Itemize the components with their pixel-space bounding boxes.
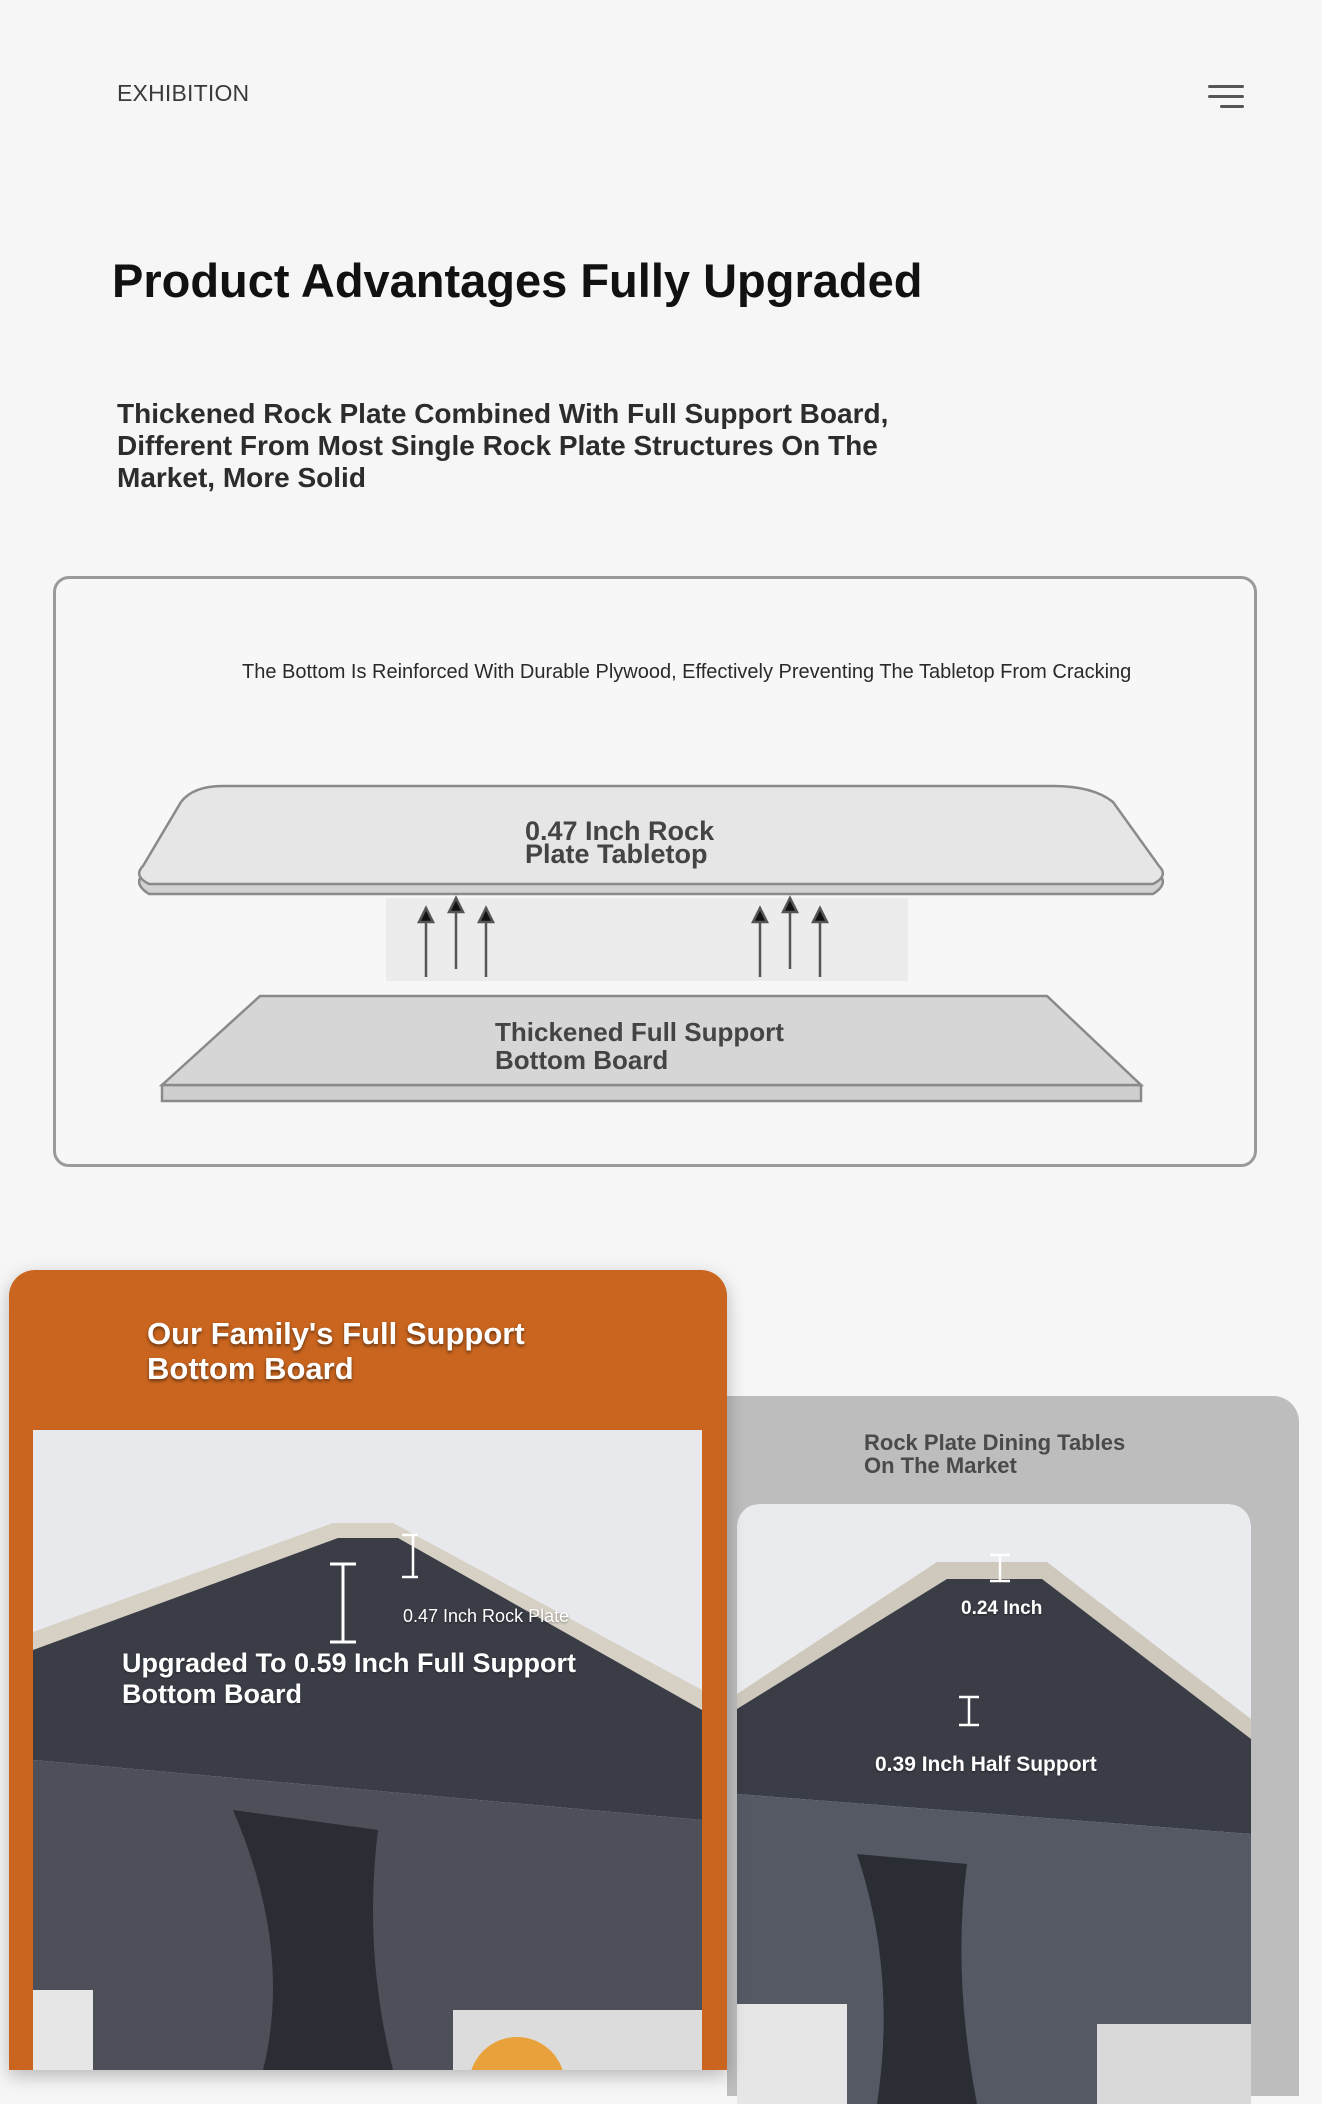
our-table-photo	[33, 1430, 702, 2070]
our-support-label: Upgraded To 0.59 Inch Full Support Bottom Board	[122, 1648, 577, 1709]
thickness-marker-icon	[328, 1562, 358, 1644]
market-table-title: Rock Plate Dining Tables On The Market	[864, 1430, 1126, 1478]
layer-diagram	[53, 576, 1257, 1167]
market-rock-plate-label: 0.24 Inch	[961, 1598, 1043, 1619]
top-layer-label: 0.47 Inch Rock Plate Tabletop	[525, 816, 715, 869]
market-table-photo	[737, 1504, 1251, 2104]
thickness-marker-icon	[398, 1533, 428, 1579]
page-title: Product Advantages Fully Upgraded	[112, 254, 923, 307]
our-rock-plate-label: 0.47 Inch Rock Plate	[403, 1606, 570, 1626]
diagram-note: The Bottom Is Reinforced With Durable Plywood, Effectively Preventing The Tabletop From Cracking	[242, 661, 1132, 683]
market-support-label: 0.39 Inch Half Support	[875, 1753, 1097, 1776]
thickness-marker-icon	[985, 1553, 1015, 1583]
brand-logo[interactable]: EXHIBITION	[117, 80, 250, 106]
page-subtitle: Thickened Rock Plate Combined With Full Support Board, Different From Most Single Rock Plate Structures On The Market, More Solid	[117, 398, 889, 493]
our-table-title: Our Family's Full Support Bottom Board	[147, 1316, 525, 1386]
thickness-marker-icon	[954, 1695, 984, 1727]
bottom-layer-label: Thickened Full Support Bottom Board	[495, 1017, 784, 1075]
hamburger-menu-icon[interactable]	[1204, 83, 1244, 111]
